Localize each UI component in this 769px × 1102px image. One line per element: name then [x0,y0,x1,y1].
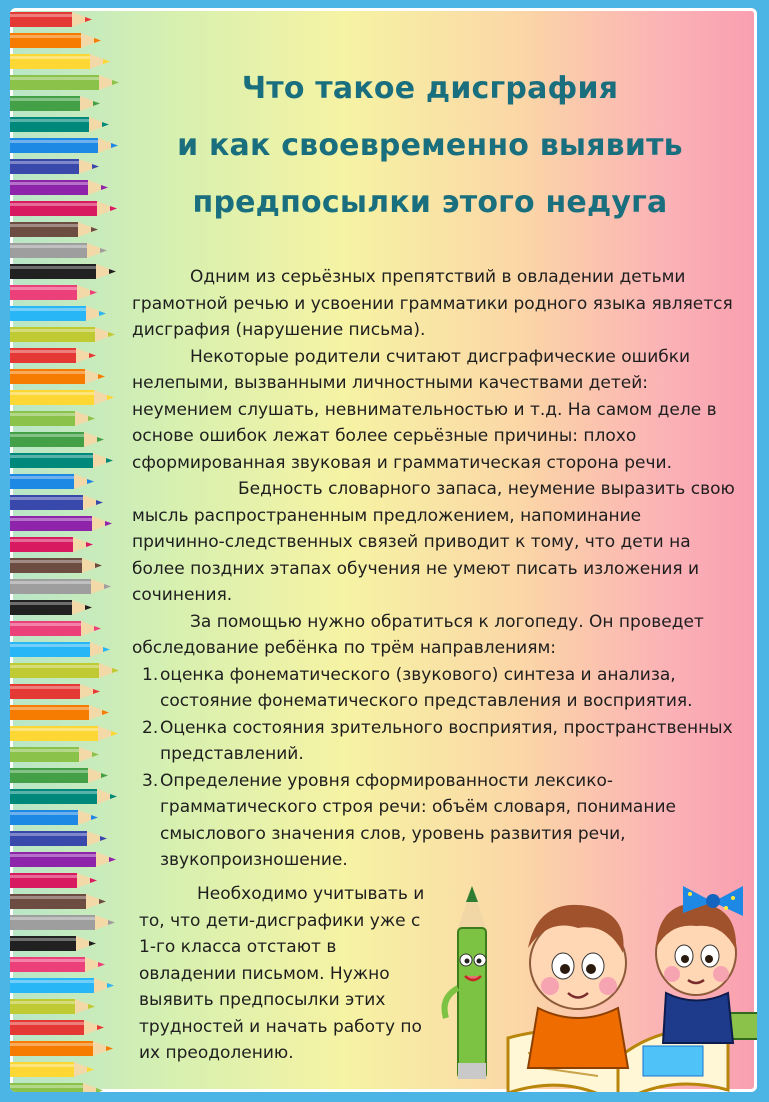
pencil-icon [10,663,119,678]
pencil-icon [10,894,106,909]
pencil-icon [10,348,96,363]
paragraph-parents: Некоторые родители считают дисграфические ошибки нелепыми, вызванными личностными качествами детей: неумением слушать, невнимательностью и т.д. На самом деле в основе ошибок лежат более серьёзные причины: плохо сформированная звуковая и грамматическая сторона речи. [132,346,717,473]
colored-pencils-icon [10,8,120,1092]
poster-card [10,8,757,1092]
pencil-icon [10,474,94,489]
pencil-icon [10,684,100,699]
pencil-icon [10,159,99,174]
pencil-icon [10,810,98,825]
pencil-icon [10,537,93,552]
pencil-icon [10,495,103,510]
title-line-2: и как своевременно выявить [177,128,683,163]
pencil-icon [10,789,117,804]
pencil-icon [10,432,104,447]
pencil-icon [10,747,99,762]
pencil-icon [10,936,96,951]
pencil-icon [10,285,97,300]
pencil-icon [10,180,108,195]
pencil-icon [10,411,95,426]
pencil-icon [10,54,110,69]
list-item: 3. Определение уровня сформированности лексико-грамматического строя речи: объём словаря, понимание смыслового значения слов, уровень развития речи, звукопроизношение. [142,770,676,870]
pencil-icon [10,201,117,216]
pencil-icon [10,369,105,384]
pencil-icon [10,642,110,657]
pencil-icon [10,243,107,258]
pencil-icon [10,306,106,321]
pencil-icon [10,999,95,1014]
title-line-3: предпосылки этого недуга [192,185,668,220]
pencil-icon [10,873,97,888]
pencil-icon [10,705,109,720]
paragraph-intro: Одним из серьёзных препятствий в овладении детьми грамотной речью и усвоении грамматики родного языка является дисграфия (нарушение письма). [132,267,733,340]
article-body [132,264,736,874]
pencil-icon [10,558,102,573]
pencil-icon [10,75,119,90]
pencil-icon [10,852,116,867]
pencil-icon [10,768,108,783]
list-item: 1. оценка фонематического (звукового) синтеза и анализа, состояние фонематического представления и восприятия. [142,664,693,711]
pencil-icon [10,957,105,972]
examination-list [132,662,736,874]
pencil-icon [10,222,98,237]
pencil-icon [10,390,114,405]
children-with-book-icon [428,868,757,1092]
page-title [130,60,730,231]
pencil-icon [10,1062,94,1077]
pencil-icon [10,915,115,930]
pencil-icon [10,453,113,468]
list-item: 2. Оценка состояния зрительного восприятия, пространственных представлений. [142,717,733,764]
pencil-icon [10,978,114,993]
pencil-icon [10,1083,103,1092]
pencil-icon [10,96,100,111]
pencil-icon [10,138,118,153]
pencil-icon [10,12,92,27]
pencil-icon [10,726,118,741]
pencil-icon [10,327,115,342]
paragraph-speech-therapist: За помощью нужно обратиться к логопеду. Он проведет обследование ребёнка по трём направлениям: [132,611,704,658]
pencil-icon [10,117,109,132]
pencil-icon [10,831,107,846]
pencil-icon [10,1041,113,1056]
pencil-icon [10,579,111,594]
paragraph-conclusion: Необходимо учитывать и то, что дети-дисграфики уже с 1-го класса отстают в овладении письмом. Нужно выявить предпосылки этих трудностей и начать работу по их преодолению. [139,884,425,1063]
title-line-1: Что такое дисграфия [241,71,619,106]
pencil-icon [10,1020,104,1035]
pencil-icon [10,264,116,279]
pencil-icon [10,33,101,48]
pencil-icon [10,516,112,531]
pencil-icon [10,621,101,636]
paragraph-vocabulary: Бедность словарного запаса, неумение выразить свою мысль распространенным предложением, напоминание причинно-следственных связей приводит к тому, что дети на более поздних этапах обучения не умеют писать изложения и сочинения. [132,479,735,605]
pencil-icon [10,600,92,615]
